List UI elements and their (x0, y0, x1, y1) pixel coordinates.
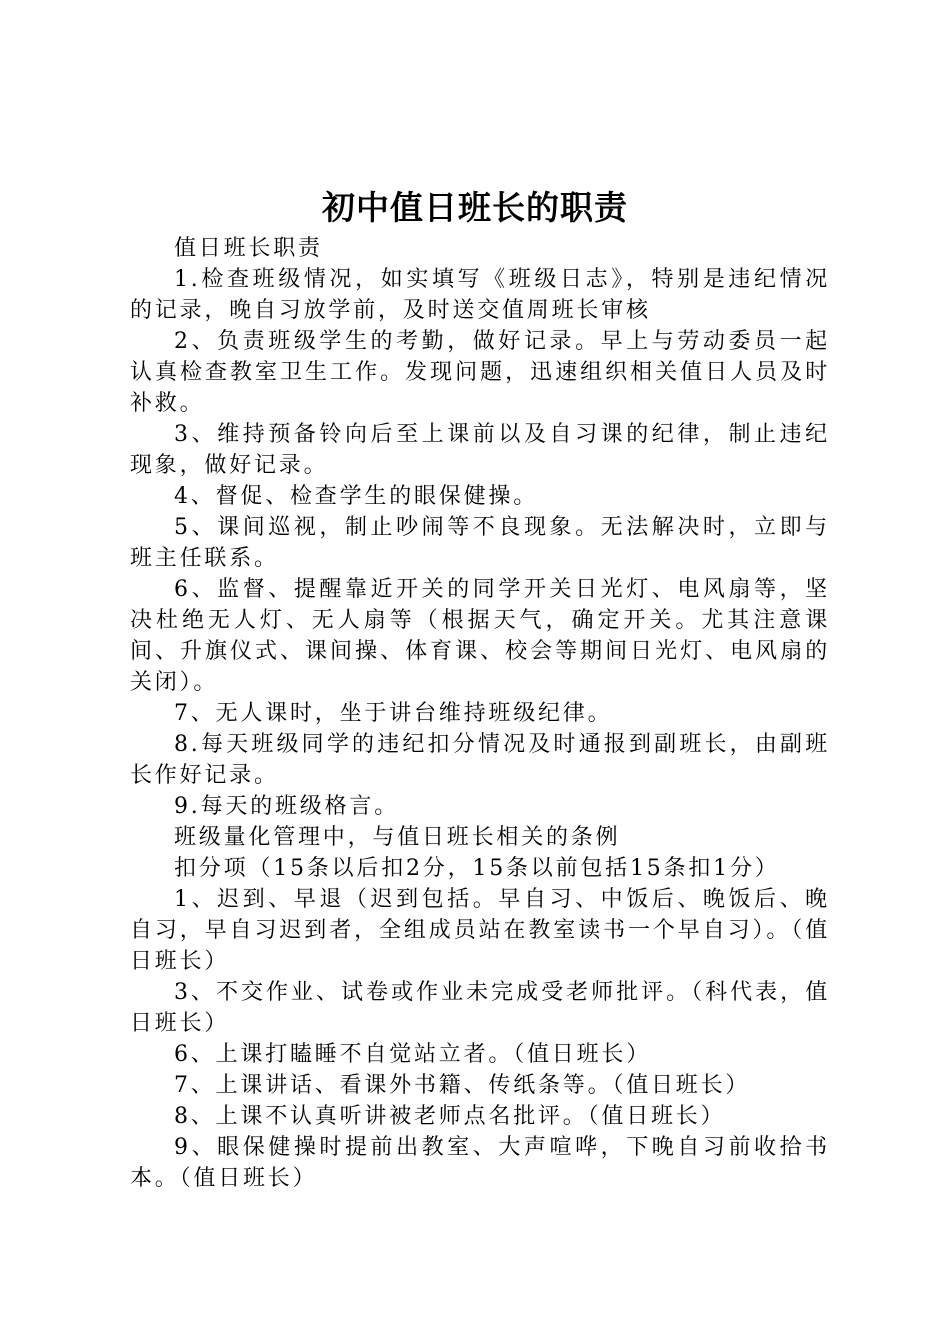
duty-item-7: 7、无人课时，坐于讲台维持班级纪律。 (174, 701, 613, 726)
duty-item-4: 4、督促、检查学生的眼保健操。 (174, 484, 538, 509)
section-heading-duties: 值日班长职责 (174, 236, 323, 261)
document-title: 初中值日班长的职责 (322, 188, 628, 227)
deduction-item-8: 8、上课不认真听讲被老师点名批评。（值日班长） (174, 1104, 726, 1129)
deduction-item-1: 1、迟到、早退（迟到包括。早自习、中饭后、晚饭后、晚自习，早自习迟到者，全组成员站在教室读书一个早自习）。（值日班长） (130, 887, 830, 974)
duty-item-8: 8.每天班级同学的违纪扣分情况及时通报到副班长，由副班长作好记录。 (130, 732, 830, 788)
duty-item-6: 6、监督、提醒靠近开关的同学开关日光灯、电风扇等，坚决杜绝无人灯、无人扇等（根据天气，确定开关。尤其注意课间、升旗仪式、课间操、体育课、校会等期间日光灯、电风扇的关闭）。 (130, 577, 830, 695)
deduction-heading: 扣分项（15条以后扣2分，15条以前包括15条扣1分） (174, 856, 780, 881)
duty-item-9: 9.每天的班级格言。 (174, 794, 399, 819)
deduction-item-3: 3、不交作业、试卷或作业未完成受老师批评。（科代表，值日班长） (130, 980, 830, 1036)
duty-item-5: 5、课间巡视，制止吵闹等不良现象。无法解决时，立即与班主任联系。 (130, 515, 830, 571)
document-body (130, 233, 830, 1194)
duty-item-1: 1.检查班级情况，如实填写《班级日志》，特别是违纪情况的记录，晚自习放学前，及时送交值周班长审核 (130, 267, 830, 323)
deduction-item-6: 6、上课打瞌睡不自觉站立者。（值日班长） (174, 1042, 651, 1067)
deduction-item-9: 9、眼保健操时提前出教室、大声喧哗，下晚自习前收拾书本。（值日班长） (130, 1135, 830, 1191)
deduction-item-7: 7、上课讲话、看课外书籍、传纸条等。（值日班长） (174, 1073, 751, 1098)
duty-item-3: 3、维持预备铃向后至上课前以及自习课的纪律，制止违纪现象，做好记录。 (130, 422, 830, 478)
duty-item-2: 2、负责班级学生的考勤，做好记录。早上与劳动委员一起认真检查教室卫生工作。发现问题，迅速组织相关值日人员及时补救。 (130, 329, 830, 416)
section-heading-regulations: 班级量化管理中，与值日班长相关的条例 (174, 825, 621, 850)
